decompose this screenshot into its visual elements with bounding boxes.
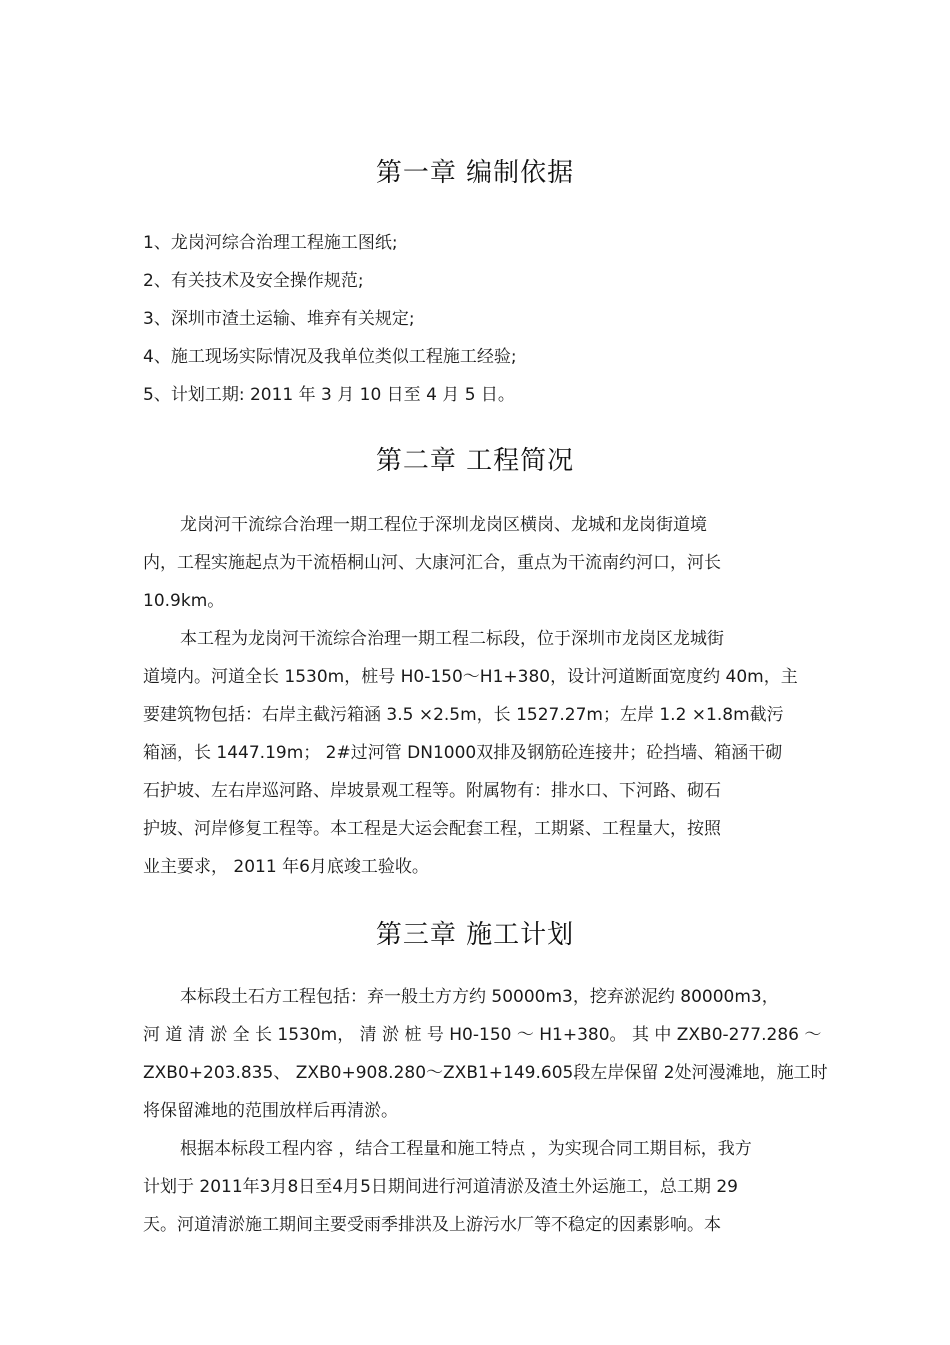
paragraph-line: 箱涵，长 1447.19m； 2#过河管 DN1000双排及钢筋砼连接井；砼挡墙、箱涵干砌	[143, 743, 783, 763]
paragraph-line: 业主要求， 2011 年6月底竣工验收。	[143, 857, 429, 877]
paragraph-line: 计划于 2011年3月8日至4月5日期间进行河道清淤及渣土外运施工，总工期 29	[143, 1177, 738, 1197]
paragraph-line: 本标段土石方工程包括：弃一般土方方约 50000m3，挖弃淤泥约 80000m3，	[180, 987, 779, 1007]
list-item: 3、深圳市渣土运输、堆弃有关规定;	[143, 309, 415, 329]
paragraph-line: 将保留滩地的范围放样后再清淤。	[143, 1101, 398, 1121]
chapter-1-title: 第一章 编制依据	[375, 158, 575, 188]
paragraph-line: 龙岗河干流综合治理一期工程位于深圳龙岗区横岗、龙城和龙岗街道境	[180, 515, 707, 535]
list-item: 4、施工现场实际情况及我单位类似工程施工经验;	[143, 347, 517, 367]
list-item: 5、计划工期: 2011 年 3 月 10 日至 4 月 5 日。	[143, 385, 515, 405]
paragraph-line: 道境内。河道全长 1530m，桩号 H0-150～H1+380，设计河道断面宽度约 40m，主	[143, 667, 798, 687]
paragraph-line: 本工程为龙岗河干流综合治理一期工程二标段，位于深圳市龙岗区龙城街	[180, 629, 724, 649]
paragraph-line: 要建筑物包括：右岸主截污箱涵 3.5 ×2.5m，长 1527.27m；左岸 1.2 ×1.8m截污	[143, 705, 784, 725]
list-item: 2、有关技术及安全操作规范;	[143, 271, 364, 291]
paragraph-line: 根据本标段工程内容 ，结合工程量和施工特点 ，为实现合同工期目标，我方	[180, 1139, 752, 1159]
paragraph-line: 护坡、河岸修复工程等。本工程是大运会配套工程，工期紧、工程量大，按照	[143, 819, 721, 839]
chapter-2-title: 第二章 工程简况	[375, 446, 575, 476]
paragraph-line: 河 道 清 淤 全 长 1530m， 清 淤 桩 号 H0-150 ～ H1+380。 其 中 ZXB0-277.286 ～	[143, 1025, 822, 1045]
paragraph-line: 天。河道清淤施工期间主要受雨季排洪及上游污水厂等不稳定的因素影响。本	[143, 1215, 721, 1235]
paragraph-line: 内，工程实施起点为干流梧桐山河、大康河汇合，重点为干流南约河口，河长	[143, 553, 721, 573]
chapter-3-title: 第三章 施工计划	[375, 920, 575, 950]
paragraph-line: 10.9km。	[143, 591, 225, 611]
list-item: 1、龙岗河综合治理工程施工图纸;	[143, 233, 398, 253]
paragraph-line: 石护坡、左右岸巡河路、岸坡景观工程等。附属物有：排水口、下河路、砌石	[143, 781, 721, 801]
paragraph-line: ZXB0+203.835、 ZXB0+908.280～ZXB1+149.605段左岸保留 2处河漫滩地，施工时	[143, 1063, 828, 1083]
